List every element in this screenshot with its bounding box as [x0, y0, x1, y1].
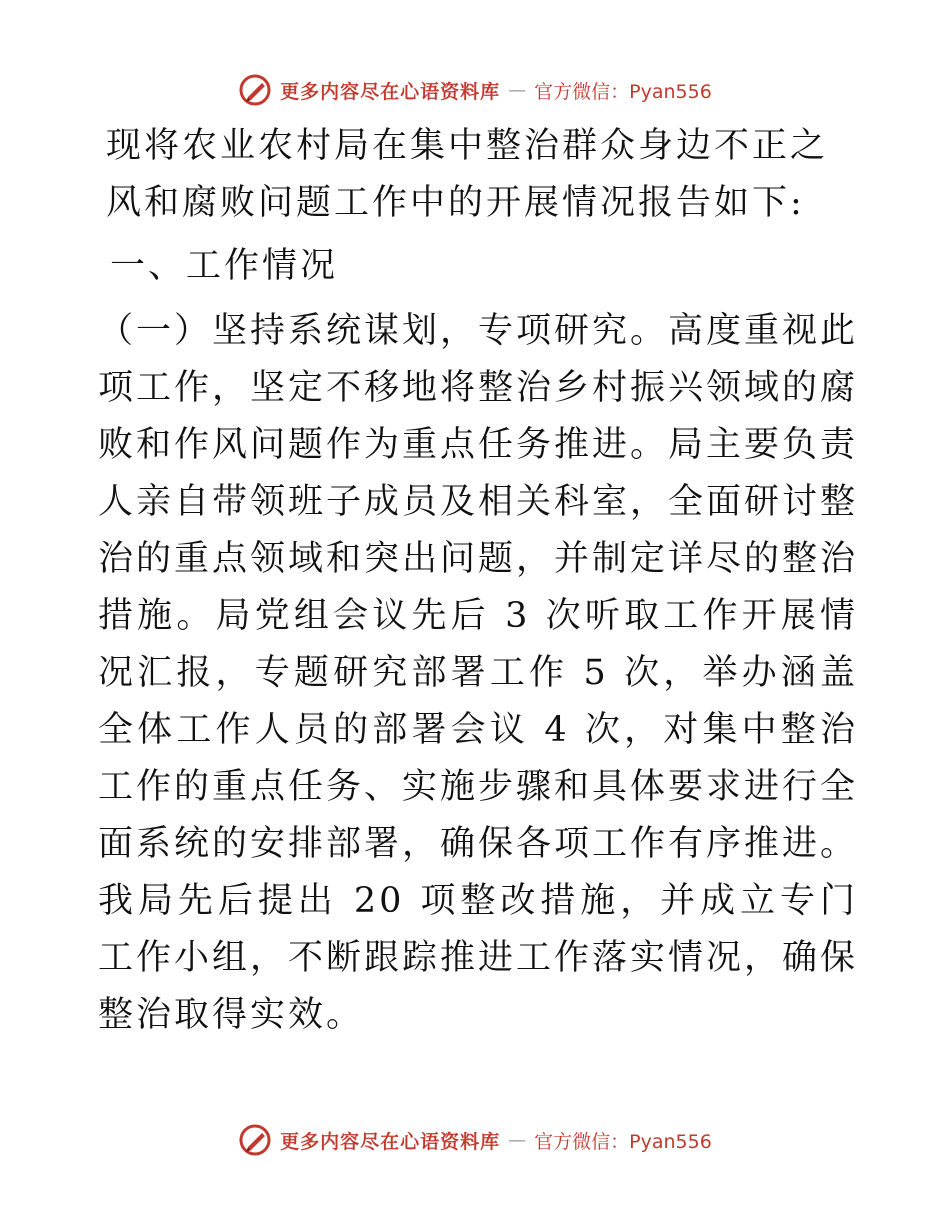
watermark-dash: —: [508, 1129, 527, 1151]
watermark-footer: [0, 1120, 950, 1160]
watermark-account: 官方微信：Pyan556: [534, 1130, 712, 1153]
watermark-header: [0, 70, 950, 110]
intro-paragraph: 现将农业农村局在集中整治群众身边不正之风和腐败问题工作中的开展情况报告如下:: [106, 126, 829, 223]
pen-logo-icon: [238, 1123, 272, 1157]
watermark-dash: —: [508, 79, 527, 101]
watermark-text: 更多内容尽在心语资料库: [280, 80, 501, 103]
pen-logo-icon: [238, 73, 272, 107]
section-heading: 一、工作情况: [110, 246, 339, 286]
document-body: [98, 118, 858, 1044]
watermark-text: 更多内容尽在心语资料库: [280, 1130, 501, 1153]
body-paragraph: （一）坚持系统谋划，专项研究。高度重视此项工作，坚定不移地将整治乡村振兴领域的腐败和作风问题作为重点任务推进。局主要负责人亲自带领班子成员及相关科室，全面研讨整治的重点领域和突出问题，并制定详尽的整治措施。局党组会议先后 3 次听取工作开展情况汇报，专题研究部署工作 5 次，举办涵盖全体工作人员的部署会议 4 次，对集中整治工作的重点任务、实施步骤和具体要求进行全面系统的安排部署，确保各项工作有序推进。我局先后提出 20 项整改措施，并成立专门工作小组，不断跟踪推进工作落实情况，确保整治取得实效。: [98, 311, 859, 1035]
watermark-account: 官方微信：Pyan556: [534, 80, 712, 103]
